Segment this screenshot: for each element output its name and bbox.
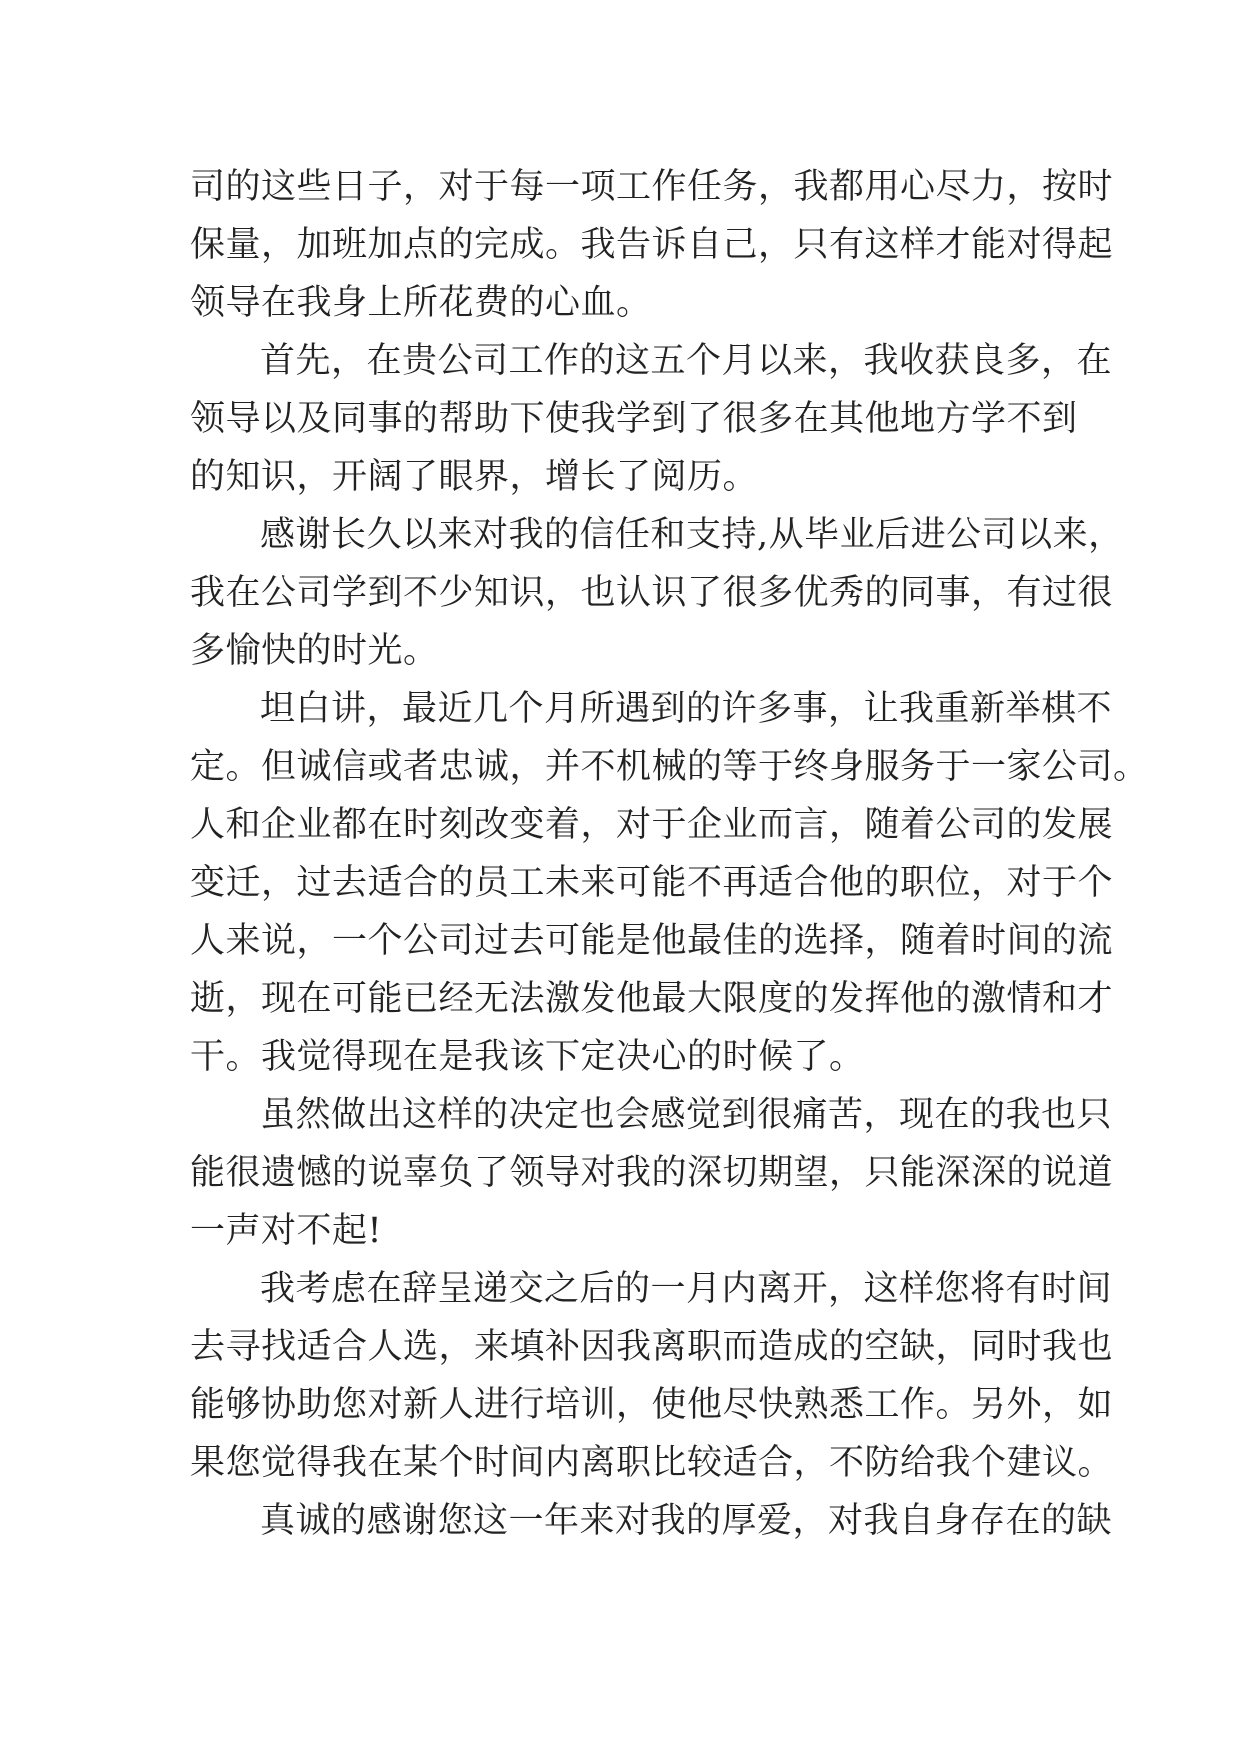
paragraph [190, 332, 1113, 506]
text-line: 多愉快的时光。 [190, 631, 439, 671]
text-line: 能很遗憾的说辜负了领导对我的深切期望，只能深深的说道 [190, 1153, 1114, 1193]
text-line: 逝，现在可能已经无法激发他最大限度的发挥他的激情和才 [190, 979, 1114, 1019]
text-line: 保量，加班加点的完成。我告诉自己，只有这样才能对得起 [190, 225, 1114, 265]
paragraph [190, 158, 1114, 332]
letter-body [190, 158, 1149, 1550]
text-line: 能够协助您对新人进行培训，使他尽快熟悉工作。另外，如 [190, 1385, 1114, 1425]
text-line: 真诚的感谢您这一年来对我的厚爱，对我自身存在的缺 [260, 1501, 1113, 1541]
text-line: 我在公司学到不少知识，也认识了很多优秀的同事，有过很 [190, 573, 1114, 613]
text-line: 果您觉得我在某个时间内离职比较适合，不防给我个建议。 [190, 1443, 1114, 1483]
text-line: 一声对不起! [190, 1211, 383, 1251]
paragraph [190, 1086, 1114, 1260]
text-line: 定。但诚信或者忠诚，并不机械的等于终身服务于一家公司。 [190, 747, 1149, 787]
text-line: 感谢长久以来对我的信任和支持,从毕业后进公司以来， [260, 515, 1124, 555]
text-line: 坦白讲，最近几个月所遇到的许多事，让我重新举棋不 [260, 689, 1113, 729]
text-line: 干。我觉得现在是我该下定决心的时候了。 [190, 1037, 865, 1077]
text-line: 我考虑在辞呈递交之后的一月内离开，这样您将有时间 [260, 1269, 1113, 1309]
paragraph [190, 506, 1124, 680]
paragraph [190, 680, 1149, 1086]
text-line: 虽然做出这样的决定也会感觉到很痛苦，现在的我也只 [260, 1095, 1113, 1135]
text-line: 变迁，过去适合的员工未来可能不再适合他的职位，对于个 [190, 863, 1114, 903]
text-line: 去寻找适合人选，来填补因我离职而造成的空缺，同时我也 [190, 1327, 1114, 1367]
text-line: 领导在我身上所花费的心血。 [190, 283, 652, 323]
text-line: 人和企业都在时刻改变着，对于企业而言，随着公司的发展 [190, 805, 1114, 845]
text-line: 领导以及同事的帮助下使我学到了很多在其他地方学不到 [190, 399, 1078, 439]
text-line: 首先，在贵公司工作的这五个月以来，我收获良多，在 [260, 341, 1113, 381]
text-line: 人来说，一个公司过去可能是他最佳的选择，随着时间的流 [190, 921, 1114, 961]
text-line: 的知识，开阔了眼界，增长了阅历。 [190, 457, 759, 497]
paragraph [190, 1492, 1113, 1550]
text-line: 司的这些日子，对于每一项工作任务，我都用心尽力，按时 [190, 167, 1114, 207]
paragraph [190, 1260, 1114, 1492]
